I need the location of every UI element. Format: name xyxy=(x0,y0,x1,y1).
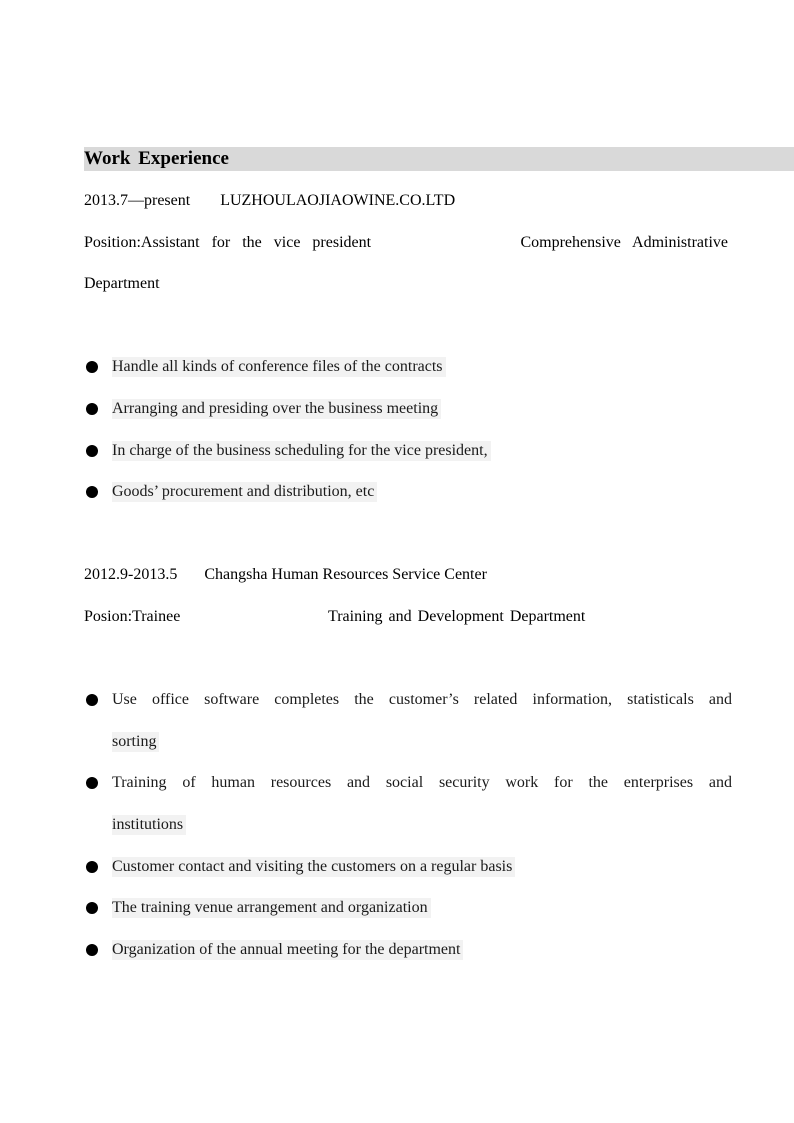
bullet-icon xyxy=(86,694,98,706)
job-department: Training and Development Department xyxy=(328,608,586,625)
job-date: 2012.9-2013.5 xyxy=(84,566,178,583)
duty-item: Use office software completes the customer’s related information, statisticals and xyxy=(112,691,732,708)
duty-item: Handle all kinds of conference files of the contracts xyxy=(112,357,446,377)
bullet-icon xyxy=(86,445,98,457)
bullet-icon xyxy=(86,403,98,415)
duty-item: Organization of the annual meeting for the department xyxy=(112,940,463,960)
job-date: 2013.7—present xyxy=(84,192,191,209)
duty-item: Training of human resources and social security work for the enterprises and xyxy=(112,774,732,791)
duty-item: Arranging and presiding over the business meeting xyxy=(112,399,441,419)
job-position: Position:Assistant for the vice president xyxy=(84,234,372,251)
job-header xyxy=(84,565,487,585)
bullet-icon xyxy=(86,944,98,956)
section-title: Work Experience xyxy=(84,148,229,169)
job-department-continued: Department xyxy=(84,275,160,292)
job-position-line xyxy=(84,607,586,627)
section-header-bar xyxy=(84,147,794,171)
bullet-icon xyxy=(86,361,98,373)
job-company: LUZHOULAOJIAOWINE.CO.LTD xyxy=(220,192,456,209)
duty-item-continued: institutions xyxy=(112,815,186,835)
job-header xyxy=(84,191,455,211)
job-position: Posion:Trainee xyxy=(84,608,181,625)
bullet-icon xyxy=(86,861,98,873)
duty-item: Customer contact and visiting the customers on a regular basis xyxy=(112,857,515,877)
bullet-icon xyxy=(86,777,98,789)
bullet-icon xyxy=(86,486,98,498)
duty-item: Goods’ procurement and distribution, etc xyxy=(112,482,377,502)
duty-item: In charge of the business scheduling for the vice president, xyxy=(112,441,491,461)
job-company: Changsha Human Resources Service Center xyxy=(204,566,487,583)
duty-item-continued: sorting xyxy=(112,732,159,752)
duty-item: The training venue arrangement and organization xyxy=(112,898,431,918)
job-position-line xyxy=(84,233,728,253)
bullet-icon xyxy=(86,902,98,914)
job-department: Comprehensive Administrative xyxy=(520,234,728,251)
